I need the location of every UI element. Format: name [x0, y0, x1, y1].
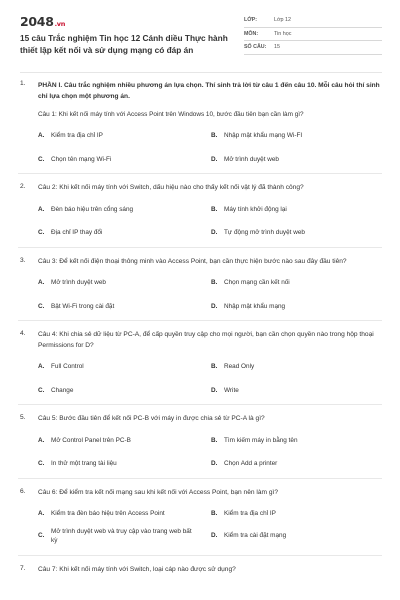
option-text: Write — [224, 386, 239, 394]
answer-options — [38, 509, 382, 546]
question-list — [0, 80, 400, 575]
option-b[interactable] — [211, 509, 382, 519]
option-text: Tự động mở trình duyệt web — [224, 229, 305, 236]
option-c[interactable] — [38, 228, 211, 238]
meta-value: Tin học — [274, 30, 292, 37]
option-b[interactable] — [211, 362, 382, 372]
option-letter: A. — [38, 132, 45, 139]
question-block-1 — [0, 80, 400, 164]
item-number: 4. — [20, 330, 26, 337]
option-text: Nhập mật khẩu mạng Wi-FI — [224, 132, 303, 139]
item-number: 5. — [20, 414, 26, 421]
option-letter: B. — [211, 510, 218, 517]
option-b[interactable] — [211, 436, 382, 446]
meta-info-table — [244, 14, 382, 55]
option-letter: D. — [211, 386, 218, 394]
option-c[interactable] — [38, 459, 211, 469]
option-c[interactable] — [38, 302, 211, 312]
option-c[interactable] — [38, 386, 211, 396]
question-separator — [18, 247, 382, 248]
option-text: Mở trình duyệt web — [51, 279, 106, 286]
option-letter: A. — [38, 510, 45, 517]
option-text: Đèn báo hiệu trên cổng sáng — [51, 205, 134, 213]
option-a[interactable] — [38, 131, 211, 141]
answer-options — [38, 205, 382, 238]
meta-key: LỚP: — [244, 17, 258, 24]
option-text: Kiểm tra cài đặt mạng — [224, 532, 287, 540]
option-letter: A. — [38, 205, 45, 213]
option-letter: C. — [38, 532, 45, 540]
header-divider — [20, 72, 382, 73]
option-b[interactable] — [211, 205, 382, 215]
option-letter: D. — [211, 155, 218, 163]
item-number: 2. — [20, 183, 26, 190]
option-letter: B. — [211, 132, 218, 139]
question-block-3 — [0, 257, 400, 312]
answer-options — [38, 436, 382, 469]
option-text: Chọn tên mạng Wi-Fi — [51, 155, 112, 163]
option-letter: D. — [211, 229, 218, 236]
option-letter: B. — [211, 436, 218, 444]
option-text: In thử một trang tài liệu — [51, 460, 117, 467]
question-text: Câu 7: Khi kết nối máy tính với Switch, loại cáp nào được sử dụng? — [38, 565, 236, 573]
option-text: Nhập mật khẩu mạng — [224, 302, 286, 310]
option-text: Read Only — [224, 363, 255, 370]
item-number: 3. — [20, 256, 26, 264]
site-logo[interactable] — [20, 14, 65, 29]
option-letter: D. — [211, 532, 218, 540]
option-c[interactable] — [38, 527, 211, 546]
option-a[interactable] — [38, 362, 211, 372]
option-text: Bật Wi-Fi trong cài đặt — [51, 302, 115, 310]
question-block-7 — [0, 565, 400, 576]
option-text: Kiểm tra địa chỉ IP — [224, 510, 276, 517]
option-text: Kiểm tra đèn báo hiệu trên Access Point — [51, 510, 165, 517]
option-letter: C. — [38, 386, 45, 394]
logo-text: 2048 — [20, 14, 54, 29]
option-text: Địa chỉ IP thay đổi — [51, 229, 103, 236]
option-letter: A. — [38, 436, 45, 444]
question-text: Câu 5: Bước đầu tiên để kết nối PC-B với máy in được chia sẻ từ PC-A là gì? — [38, 415, 265, 422]
option-d[interactable] — [211, 155, 382, 165]
option-letter: B. — [211, 205, 218, 213]
part-instructions: PHẦN I. Câu trắc nghiệm nhiều phương án lựa chọn. Thí sinh trả lời từ câu 1 đến câu 10. Mỗi câu hỏi thí sinh chỉ lựa chọn một phương án. — [38, 82, 380, 100]
option-letter: A. — [38, 279, 45, 286]
answer-options — [38, 278, 382, 311]
meta-key: SỐ CÂU: — [244, 44, 267, 51]
question-text: Câu 6: Để kiểm tra kết nối mạng sau khi kết nối với Access Point, bạn nên làm gì? — [38, 488, 278, 496]
option-a[interactable] — [38, 436, 211, 446]
option-d[interactable] — [211, 459, 382, 469]
option-c[interactable] — [38, 155, 211, 165]
option-text: Change — [51, 386, 74, 394]
question-separator — [18, 478, 382, 479]
option-d[interactable] — [211, 302, 382, 312]
meta-value: 15 — [274, 44, 280, 51]
item-number: 1. — [20, 80, 26, 87]
meta-row-subject — [244, 28, 382, 42]
option-d[interactable] — [211, 228, 382, 238]
meta-row-class — [244, 14, 382, 28]
option-letter: B. — [211, 363, 218, 370]
option-b[interactable] — [211, 278, 382, 288]
option-letter: B. — [211, 279, 218, 286]
option-letter: C. — [38, 229, 45, 236]
item-number: 6. — [20, 487, 26, 495]
option-text: Mở trình duyệt web — [224, 155, 279, 163]
option-a[interactable] — [38, 205, 211, 215]
option-letter: D. — [211, 460, 218, 467]
question-block-6 — [0, 488, 400, 546]
option-text: Full Control — [51, 363, 84, 370]
option-a[interactable] — [38, 278, 211, 288]
question-text: Câu 4: Khi chia sẻ dữ liệu từ PC-A, để cấp quyền truy cập cho mọi người, bạn cần chọn quyền nào trong hộp thoại Permissions for D? — [38, 331, 374, 349]
question-separator — [18, 173, 382, 174]
meta-value: Lớp 12 — [274, 17, 292, 24]
document-title: 15 câu Trắc nghiệm Tin học 12 Cánh diều Thực hành thiết lập kết nối và sử dụng mạng có đáp án — [20, 33, 228, 55]
option-d[interactable] — [211, 527, 382, 546]
question-separator — [18, 320, 382, 321]
option-text: Máy tính khởi động lại — [224, 205, 287, 213]
question-separator — [18, 555, 382, 556]
option-text: Tìm kiếm máy in bằng tên — [224, 436, 298, 444]
question-separator — [18, 404, 382, 405]
question-text: Câu 2: Khi kết nối máy tính với Switch, dấu hiệu nào cho thấy kết nối vật lý đã thành công? — [38, 184, 304, 191]
meta-key: MÔN: — [244, 30, 259, 37]
option-d[interactable] — [211, 386, 382, 396]
logo-suffix: .vn — [54, 20, 66, 28]
option-b[interactable] — [211, 131, 382, 141]
item-number: 7. — [20, 564, 26, 572]
option-letter: C. — [38, 460, 45, 467]
option-text: Mở Control Panel trên PC-B — [51, 436, 131, 444]
meta-row-count — [244, 41, 382, 55]
answer-options — [38, 131, 382, 164]
option-letter: C. — [38, 302, 45, 310]
option-a[interactable] — [38, 509, 211, 519]
option-text: Mở trình duyệt web và truy cập vào trang web bất kỳ — [51, 527, 192, 544]
question-text: Câu 3: Để kết nối điện thoại thông minh vào Access Point, bạn cần thực hiện bước nào sau đây đầu tiên? — [38, 257, 347, 265]
question-text: Câu 1: Khi kết nối máy tính với Access Point trên Windows 10, bước đầu tiên bạn cần làm gì? — [38, 111, 304, 118]
option-letter: A. — [38, 363, 45, 370]
document-header — [20, 14, 382, 66]
option-text: Chọn Add a printer — [224, 460, 278, 467]
option-text: Chọn mạng cần kết nối — [224, 279, 290, 286]
option-text: Kiểm tra địa chỉ IP — [51, 132, 103, 139]
option-letter: D. — [211, 302, 218, 310]
answer-options — [38, 362, 382, 395]
question-block-4 — [0, 330, 400, 395]
question-block-5 — [0, 414, 400, 469]
option-letter: C. — [38, 155, 45, 163]
question-block-2 — [0, 183, 400, 238]
